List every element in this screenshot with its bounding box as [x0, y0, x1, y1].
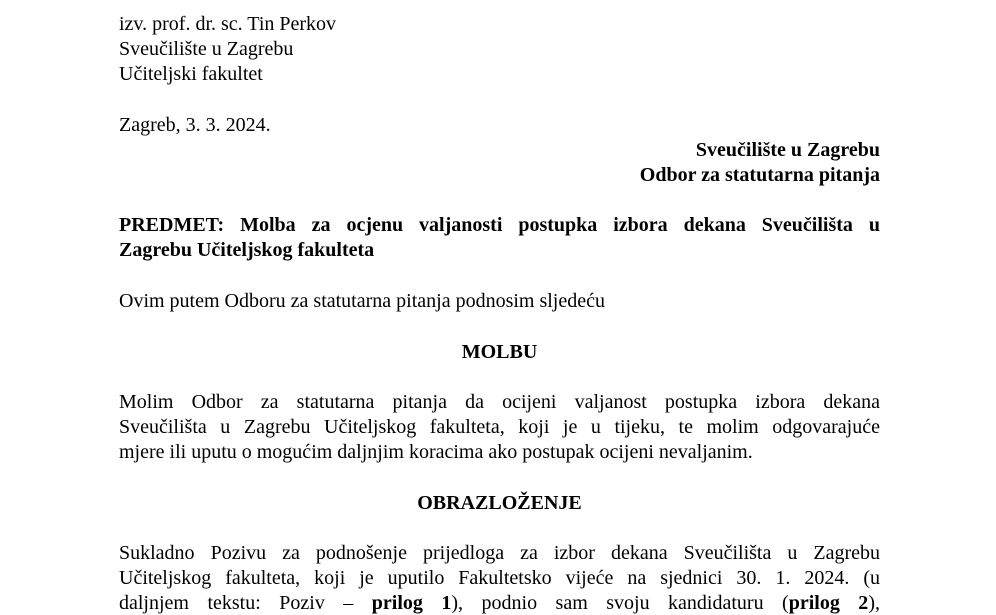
recipient-line-1: Sveučilište u Zagrebu — [695, 139, 880, 161]
request-line-2: Sveučilišta u Zagrebu Učiteljskog fakulteta, koji je u tijeku, te molim odgovarajuće — [119, 416, 880, 438]
reasoning-line-2: Učiteljskog fakulteta, koji je uputilo Fakultetsko vijeće na sjednici 30. 1. 2024. (u — [119, 567, 880, 589]
reasoning-line-3 — [119, 591, 880, 615]
place-date: Zagreb, 3. 3. 2024. — [119, 114, 271, 136]
recipient-line-2: Odbor za statutarna pitanja — [639, 164, 880, 186]
reasoning-heading: OBRAZLOŽENJE — [417, 492, 582, 514]
sender-university: Sveučilište u Zagrebu — [119, 38, 294, 60]
request-heading: MOLBU — [461, 341, 538, 363]
request-line-3: mjere ili uputu o mogućim daljnjim koracima ako postupak ocijeni nevaljanim. — [119, 441, 753, 463]
reasoning-line-1: Sukladno Pozivu za podnošenje prijedloga za izbor dekana Sveučilišta u Zagrebu — [119, 542, 880, 564]
sender-faculty: Učiteljski fakultet — [119, 63, 263, 85]
reasoning-line-3-text-a: daljnjem tekstu: Poziv – — [119, 592, 372, 614]
reasoning-line-3-text-c: ), podnio sam svoju kandidaturu ( — [451, 592, 789, 614]
attachment-ref-2: prilog 2 — [788, 592, 869, 614]
intro-text: Ovim putem Odboru za statutarna pitanja podnosim sljedeću — [119, 290, 605, 312]
subject-line-2: Zagrebu Učiteljskog fakulteta — [119, 239, 375, 261]
sender-name: izv. prof. dr. sc. Tin Perkov — [119, 13, 337, 35]
subject-line-1: PREDMET: Molba za ocjenu valjanosti postupka izbora dekana Sveučilišta u — [119, 214, 880, 236]
reasoning-line-3-text-e: ), — [868, 592, 880, 614]
request-line-1: Molim Odbor za statutarna pitanja da ocijeni valjanost postupka izbora dekana — [119, 391, 880, 413]
attachment-ref-1: prilog 1 — [371, 592, 452, 614]
